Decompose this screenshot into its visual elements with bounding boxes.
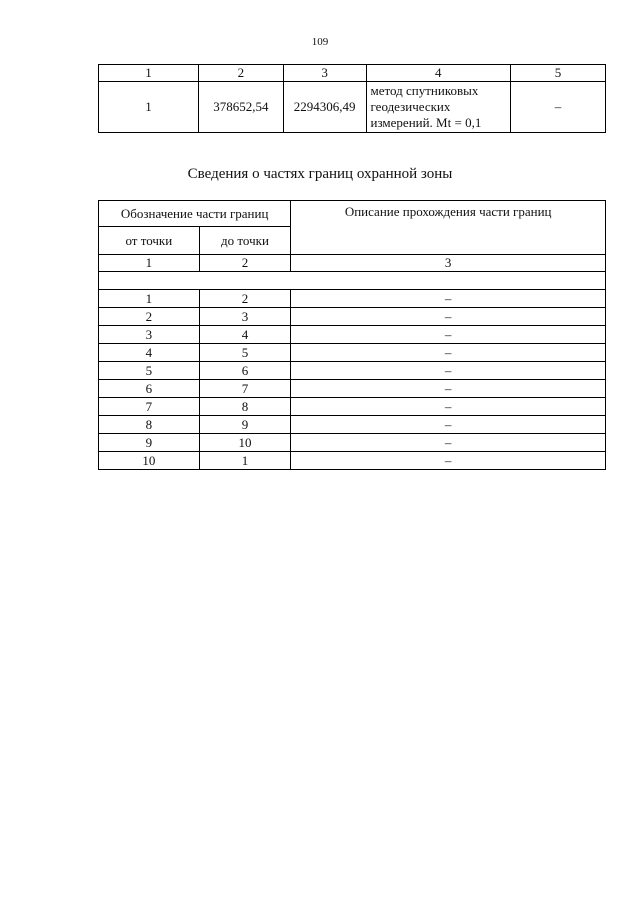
to-point: 6 — [199, 362, 291, 380]
header-cell: 5 — [510, 65, 605, 82]
header-cell: 3 — [283, 65, 366, 82]
table-row — [99, 398, 606, 416]
to-point: 3 — [199, 308, 291, 326]
method-line: измерений. Mt = 0,1 — [370, 115, 482, 130]
header-cell: 1 — [99, 65, 199, 82]
to-point: 1 — [199, 452, 291, 470]
description-cell: – — [510, 82, 605, 133]
to-point: 7 — [199, 380, 291, 398]
to-point: 4 — [199, 326, 291, 344]
from-point: 9 — [99, 434, 200, 452]
from-point: 3 — [99, 326, 200, 344]
table-row — [99, 326, 606, 344]
table-row — [99, 308, 606, 326]
coordinates-header-row — [99, 65, 606, 82]
part-description: – — [291, 452, 606, 470]
part-description: – — [291, 380, 606, 398]
table-row — [99, 380, 606, 398]
table-row — [99, 290, 606, 308]
part-description: – — [291, 308, 606, 326]
to-point: 5 — [199, 344, 291, 362]
from-point: 5 — [99, 362, 200, 380]
point-number: 1 — [99, 82, 199, 133]
header-cell: 4 — [366, 65, 510, 82]
from-point-header: от точки — [99, 227, 200, 255]
spacer-row — [99, 272, 606, 290]
parts-header-row — [99, 201, 606, 227]
table-row — [99, 362, 606, 380]
part-description: – — [291, 434, 606, 452]
spacer-cell — [99, 272, 606, 290]
coordinates-table — [98, 64, 606, 133]
method-cell — [366, 82, 510, 133]
part-description: – — [291, 326, 606, 344]
column-number-row — [99, 255, 606, 272]
page-number: 109 — [311, 36, 329, 48]
y-coordinate: 2294306,49 — [283, 82, 366, 133]
from-point: 7 — [99, 398, 200, 416]
to-point-header: до точки — [199, 227, 291, 255]
method-line: геодезических — [370, 99, 451, 114]
boundary-parts-table — [98, 200, 606, 470]
x-coordinate: 378652,54 — [199, 82, 284, 133]
table-row — [99, 434, 606, 452]
part-description: – — [291, 290, 606, 308]
method-line: метод спутниковых — [370, 83, 479, 98]
description-header: Описание прохождения части границ — [291, 201, 606, 255]
column-number: 1 — [99, 255, 200, 272]
column-number: 3 — [291, 255, 606, 272]
to-point: 8 — [199, 398, 291, 416]
from-point: 8 — [99, 416, 200, 434]
part-description: – — [291, 362, 606, 380]
to-point: 10 — [199, 434, 291, 452]
part-description: – — [291, 398, 606, 416]
section-title: Сведения о частях границ охранной зоны — [187, 166, 453, 182]
column-number: 2 — [199, 255, 291, 272]
part-description: – — [291, 344, 606, 362]
to-point: 2 — [199, 290, 291, 308]
designation-header: Обозначение части границ — [99, 201, 291, 227]
from-point: 4 — [99, 344, 200, 362]
from-point: 2 — [99, 308, 200, 326]
table-row — [99, 416, 606, 434]
to-point: 9 — [199, 416, 291, 434]
table-row — [99, 82, 606, 133]
table-row — [99, 452, 606, 470]
header-cell: 2 — [199, 65, 284, 82]
table-row — [99, 344, 606, 362]
from-point: 6 — [99, 380, 200, 398]
part-description: – — [291, 416, 606, 434]
from-point: 10 — [99, 452, 200, 470]
from-point: 1 — [99, 290, 200, 308]
